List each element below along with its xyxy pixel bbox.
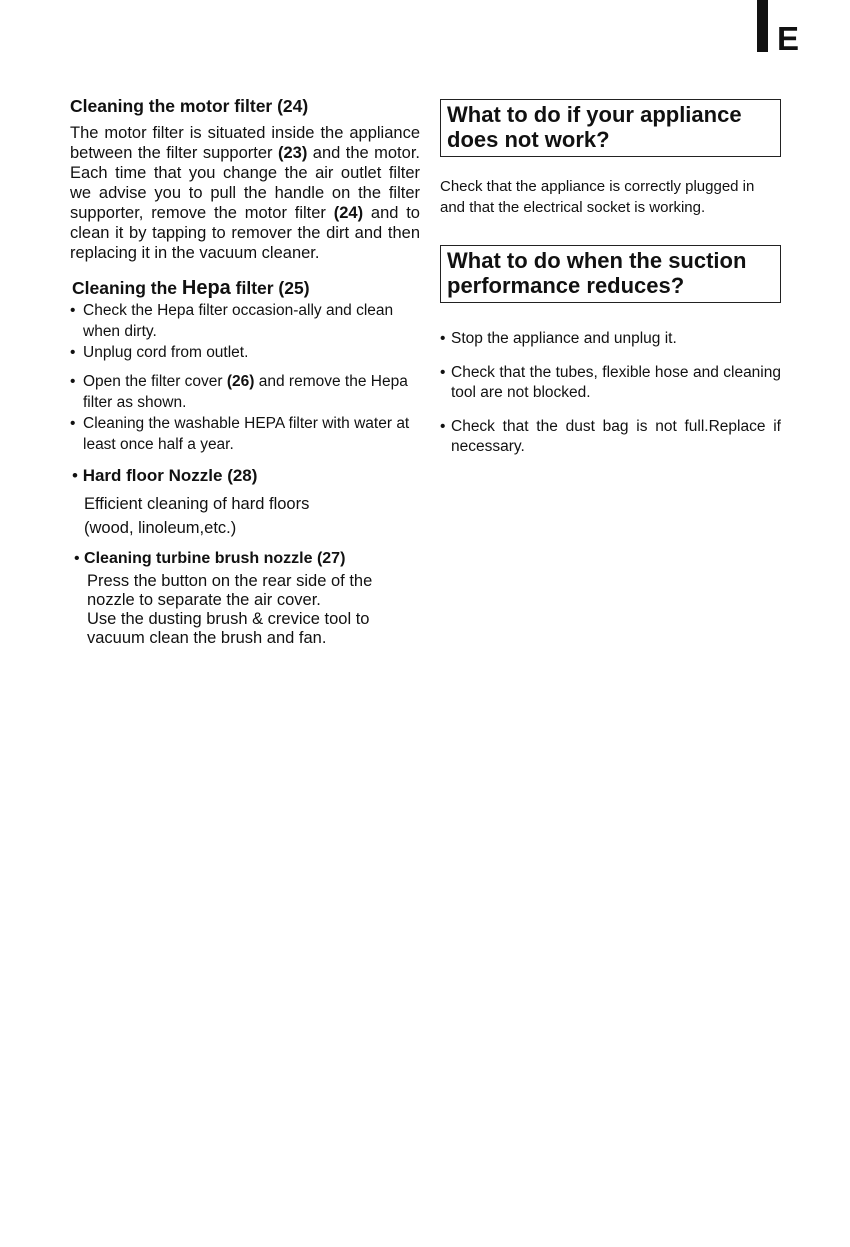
hepa-heading-pre: Cleaning the bbox=[72, 278, 182, 298]
hepa-filter-heading bbox=[72, 276, 420, 300]
hard-floor-line-1: Efficient cleaning of hard floors bbox=[84, 495, 310, 513]
section-tab-bar bbox=[757, 0, 768, 52]
left-column bbox=[70, 95, 420, 648]
not-work-heading: What to do if your appliance does not work? bbox=[447, 102, 742, 152]
motor-filter-ref-1: (23) bbox=[277, 144, 308, 162]
suction-box bbox=[440, 245, 781, 303]
right-column bbox=[440, 99, 781, 471]
motor-filter-text-3: and to clean it by tapping to remover the dirt and then replacing it in the vacuum cleaner. bbox=[70, 204, 420, 262]
open-cover-ref: (26) bbox=[226, 373, 255, 390]
list-item bbox=[70, 371, 420, 413]
list-item: • Cleaning the washable HEPA filter with water at least once half a year. bbox=[70, 413, 420, 455]
turbine-heading: • Cleaning turbine brush nozzle (27) bbox=[74, 548, 420, 569]
motor-filter-heading: Cleaning the motor filter (24) bbox=[70, 96, 309, 116]
motor-filter-text-1: The motor filter is situated inside the appliance between the filter supporter bbox=[70, 124, 420, 162]
hepa-heading-post: filter (25) bbox=[230, 278, 310, 298]
open-cover-pre: Open the filter cover bbox=[83, 373, 227, 390]
hepa-heading-big: Hepa bbox=[181, 277, 231, 299]
suction-heading: What to do when the suction performance reduces? bbox=[447, 248, 747, 298]
not-work-box bbox=[440, 99, 781, 157]
motor-filter-text bbox=[70, 123, 420, 263]
section-letter: E bbox=[777, 20, 800, 57]
hepa-list-2 bbox=[70, 371, 420, 455]
list-item: • Check that the tubes, flexible hose and cleaning tool are not blocked. bbox=[440, 363, 781, 403]
turbine-text-1: Press the button on the rear side of the nozzle to separate the air cover. bbox=[87, 572, 373, 609]
hepa-list-1 bbox=[70, 300, 420, 363]
not-work-text: Check that the appliance is correctly plugged in and that the electrical socket is working. bbox=[440, 178, 755, 216]
list-item: • Stop the appliance and unplug it. bbox=[440, 329, 781, 349]
list-item: • Check the Hepa filter occasion-ally and clean when dirty. bbox=[70, 300, 420, 342]
motor-filter-ref-2: (24) bbox=[333, 204, 364, 222]
hard-floor-line-2: (wood, linoleum,etc.) bbox=[84, 519, 237, 537]
motor-filter-text-2: and the motor. Each time that you change the air outlet filter we advise you to pull the handle on the filter supporter, remove the motor filter bbox=[70, 144, 420, 222]
open-cover-post: and remove the Hepa filter as shown. bbox=[83, 373, 408, 411]
list-item: • Unplug cord from outlet. bbox=[70, 342, 420, 363]
list-item: • Check that the dust bag is not full.Replace if necessary. bbox=[440, 417, 781, 457]
hard-floor-heading: • Hard floor Nozzle (28) bbox=[72, 465, 420, 487]
suction-list bbox=[440, 329, 781, 457]
turbine-text-2: Use the dusting brush & crevice tool to vacuum clean the brush and fan. bbox=[87, 610, 370, 647]
